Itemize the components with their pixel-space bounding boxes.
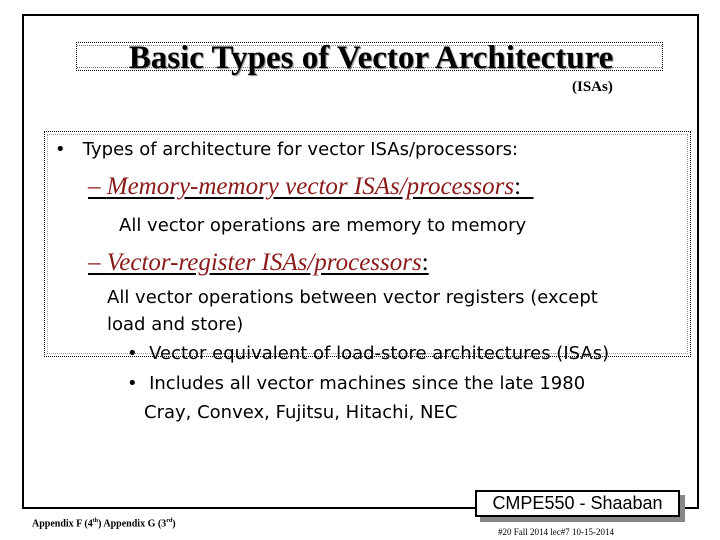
bullet-symbol: • bbox=[127, 343, 138, 364]
main-bullet bbox=[55, 138, 518, 162]
vector-register-heading bbox=[88, 248, 429, 278]
slide-subtitle: (ISAs) bbox=[572, 79, 613, 95]
memory-memory-heading bbox=[88, 172, 534, 202]
dash-symbol: – bbox=[88, 173, 101, 200]
heading-colon: : bbox=[421, 249, 429, 276]
vector-register-description-line1: All vector operations between vector registers (except bbox=[107, 287, 598, 308]
bullet-symbol: • bbox=[127, 373, 138, 394]
superscript: rd bbox=[166, 518, 173, 524]
sub-bullet-continuation: Cray, Convex, Fujitsu, Hitachi, NEC bbox=[144, 402, 458, 423]
appendix-reference bbox=[32, 515, 176, 530]
vector-register-description-line2: load and store) bbox=[107, 314, 244, 335]
badge-label: CMPE550 - Shaaban bbox=[475, 490, 680, 517]
appendix-text: Appendix F (4 bbox=[32, 518, 93, 530]
memory-memory-description: All vector operations are memory to memory bbox=[119, 215, 527, 236]
sub-bullet-text: Includes all vector machines since the late 1980 bbox=[149, 373, 586, 394]
sub-bullet-item bbox=[127, 342, 609, 366]
slide-title: Basic Types of Vector Architecture bbox=[128, 40, 614, 76]
memory-memory-title: Memory-memory vector ISAs/processors bbox=[106, 173, 515, 200]
bullet-symbol: • bbox=[55, 139, 66, 160]
superscript: th bbox=[92, 518, 99, 524]
heading-colon: : bbox=[514, 173, 522, 200]
sub-bullet-text: Vector equivalent of load-store architectures (ISAs) bbox=[149, 343, 610, 364]
appendix-text: ) Appendix G (3 bbox=[98, 518, 167, 530]
lecture-info: #20 Fall 2014 lec#7 10-15-2014 bbox=[498, 527, 614, 537]
main-bullet-text: Types of architecture for vector ISAs/processors: bbox=[82, 139, 519, 160]
appendix-text: ) bbox=[172, 518, 176, 530]
course-badge bbox=[475, 490, 685, 522]
dash-symbol: – bbox=[88, 249, 101, 276]
vector-register-title: Vector-register ISAs/processors bbox=[106, 249, 422, 276]
sub-bullet-item bbox=[127, 372, 585, 396]
